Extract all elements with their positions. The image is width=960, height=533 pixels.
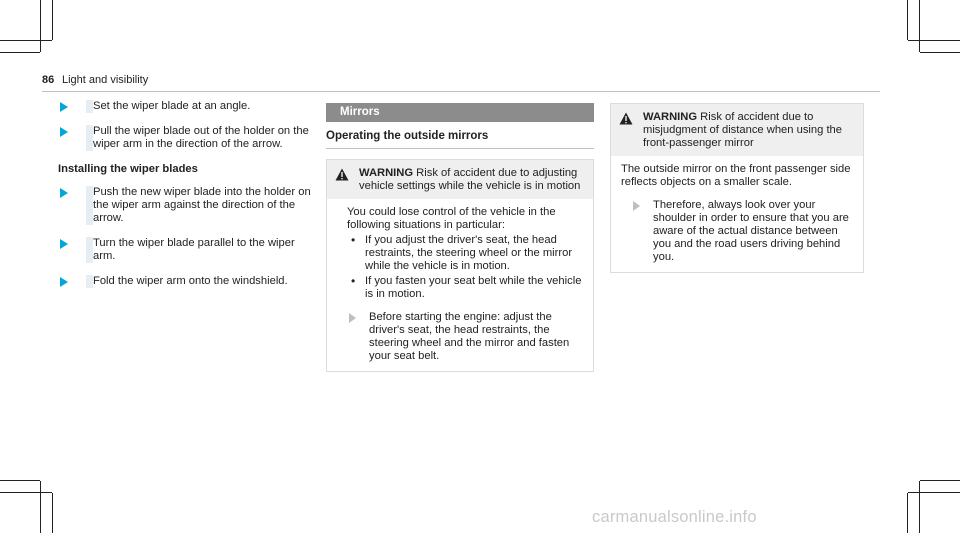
crop-mark bbox=[52, 0, 53, 40]
crop-mark bbox=[0, 52, 40, 53]
warning-heading-text: Risk of accident due to misjudgment of distance when using the front-passenger mirror bbox=[643, 111, 843, 149]
warning-label: WARNING bbox=[643, 111, 698, 123]
crop-mark bbox=[920, 480, 960, 481]
crop-mark bbox=[920, 52, 960, 53]
step-arrow-icon bbox=[58, 100, 86, 113]
warning-triangle-icon bbox=[335, 168, 351, 193]
bullet-icon bbox=[351, 234, 365, 273]
crop-mark bbox=[919, 481, 920, 533]
warning-label: WARNING bbox=[359, 167, 414, 179]
step-text: Push the new wiper blade into the holder on the wiper arm against the direction of the arrow. bbox=[86, 186, 320, 225]
warning-heading bbox=[635, 111, 855, 150]
crop-mark bbox=[52, 493, 53, 533]
step-text: Before starting the engine: adjust the driver's seat, the head restraints, the steering wheel and the mirror and fasten your seat belt. bbox=[369, 311, 570, 362]
subsection-title: Operating the outside mirrors bbox=[326, 130, 489, 142]
bullet-text: If you fasten your seat belt while the vehicle is in motion. bbox=[365, 275, 582, 300]
column-mirrors bbox=[326, 103, 594, 372]
warning-header bbox=[611, 104, 863, 156]
instruction-step bbox=[58, 100, 320, 113]
step-arrow-icon bbox=[347, 311, 369, 324]
crop-mark bbox=[908, 492, 960, 493]
bullet-text: If you adjust the driver's seat, the head restraints, the steering wheel or the mirror while the vehicle is in motion. bbox=[365, 234, 573, 272]
crop-mark bbox=[907, 0, 908, 40]
instruction-step bbox=[58, 125, 320, 151]
instruction-step bbox=[58, 186, 320, 225]
step-text: Pull the wiper blade out of the holder on the wiper arm in the direction of the arrow. bbox=[86, 125, 320, 151]
crop-mark bbox=[0, 480, 40, 481]
step-text: Turn the wiper blade parallel to the wiper arm. bbox=[86, 237, 320, 263]
warning-intro: The outside mirror on the front passenger side reflects objects on a smaller scale. bbox=[621, 163, 851, 188]
step-arrow-icon bbox=[631, 199, 653, 212]
warning-bullet bbox=[351, 275, 583, 301]
warning-box bbox=[326, 159, 594, 372]
step-arrow-icon bbox=[58, 275, 86, 288]
bullet-icon bbox=[351, 275, 365, 301]
crop-mark bbox=[40, 0, 41, 52]
warning-body bbox=[327, 199, 593, 371]
warning-intro: You could lose control of the vehicle in the following situations in particular: bbox=[347, 206, 556, 231]
subheading-installing: Installing the wiper blades bbox=[58, 163, 198, 175]
crop-mark bbox=[908, 40, 960, 41]
section-bar-mirrors: Mirrors bbox=[326, 103, 594, 122]
column-mirror-warning bbox=[610, 103, 864, 273]
warning-triangle-icon bbox=[619, 112, 635, 150]
warning-step bbox=[631, 199, 853, 264]
section-title: Light and visibility bbox=[62, 74, 149, 86]
warning-heading-text: Risk of accident due to adjusting vehicle settings while the vehicle is in motion bbox=[359, 167, 581, 192]
warning-header bbox=[327, 160, 593, 199]
warning-box bbox=[610, 103, 864, 273]
warning-bullet bbox=[351, 234, 583, 273]
crop-mark bbox=[0, 40, 52, 41]
crop-mark bbox=[919, 0, 920, 52]
step-arrow-icon bbox=[58, 237, 86, 250]
header-divider bbox=[42, 91, 880, 92]
warning-body bbox=[611, 156, 863, 272]
crop-mark bbox=[907, 493, 908, 533]
warning-step bbox=[347, 311, 583, 363]
instruction-step bbox=[58, 237, 320, 263]
step-arrow-icon bbox=[58, 125, 86, 138]
crop-mark bbox=[40, 481, 41, 533]
step-arrow-icon bbox=[58, 186, 86, 199]
instruction-step bbox=[58, 275, 320, 288]
subsection-divider bbox=[326, 148, 594, 149]
column-wiper-instructions bbox=[58, 100, 320, 300]
warning-heading bbox=[351, 167, 585, 193]
step-text: Therefore, always look over your shoulder in order to ensure that you are aware of the actual distance between you and the road users driving behind you. bbox=[653, 199, 849, 263]
watermark-text: carmanualsonline.info bbox=[592, 508, 757, 526]
crop-mark bbox=[0, 492, 52, 493]
step-text: Fold the wiper arm onto the windshield. bbox=[86, 275, 320, 288]
page-number: 86 bbox=[42, 74, 55, 86]
step-text: Set the wiper blade at an angle. bbox=[86, 100, 320, 113]
